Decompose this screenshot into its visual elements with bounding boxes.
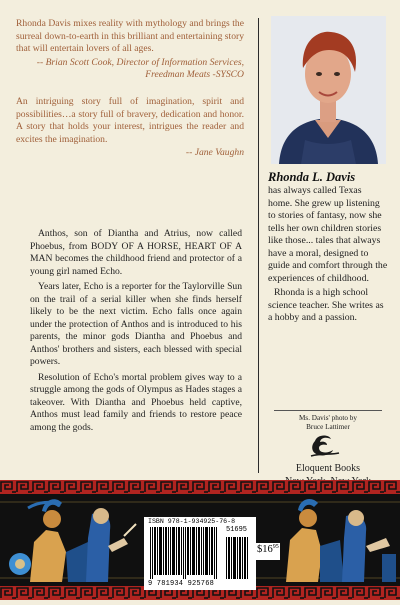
photo-credit-line: Ms. Davis' photo by xyxy=(299,414,357,422)
isbn-label: ISBN 978-1-934925-76-8 xyxy=(148,518,236,525)
publisher-name: Eloquent Books xyxy=(295,463,361,474)
author-bio xyxy=(268,185,388,327)
bio-paragraph: Rhonda is a high school science teacher. She writes as a hobby and a passion. xyxy=(268,287,384,323)
review-attribution: -- Jane Vaughn xyxy=(185,147,244,159)
review-text: An intriguing story full of imagination, spirit and possibilities…a story full of bravery, dedication and honor. A story that holds your interest, intrigues the reader and excites the imagination. xyxy=(16,95,244,145)
author-name: Rhonda L. Davis xyxy=(268,170,356,184)
book-blurb xyxy=(30,228,242,437)
blurb-paragraph: Resolution of Echo's mortal problem gives way to a struggle among the gods of Olympus as Hades stages a takeover. With Diantha and Phoebus held captive, Anthos must lead family and friends to restore peace among the gods. xyxy=(30,371,242,433)
publisher-logo-icon xyxy=(307,432,343,460)
review-attribution: -- Brian Scott Cook, Director of Information Services, Freedman Meats -SYSCO xyxy=(36,56,244,81)
bio-paragraph: has always called Texas home. She grew up listening to stories of fantasy, now she tells her own children stories like those... tales that always have a moral, designed to guide and comfort through the experiences of childhood. xyxy=(268,185,388,284)
barcode-addon: 51695 xyxy=(226,526,248,534)
column-divider xyxy=(258,18,259,473)
review-text: Rhonda Davis mixes reality with mythology and brings the surreal down-to-earth in this brilliant and entertaining story that will entertain lovers of all ages. xyxy=(16,18,244,55)
meander-border xyxy=(0,480,400,494)
reviews xyxy=(16,18,244,160)
blurb-paragraph: Anthos, son of Diantha and Atrius, now called Phoebus, from BODY OF A HORSE, HEART OF A MAN becomes the childhood friend and protector of a young girl named Echo. xyxy=(30,228,242,277)
photo-credit xyxy=(268,410,388,432)
author-photo xyxy=(271,16,386,164)
photo-credit-name: Bruce Lattimer xyxy=(306,423,350,431)
barcode xyxy=(144,517,256,590)
price-tag xyxy=(256,543,280,560)
price xyxy=(257,544,279,555)
author-portrait-illustration xyxy=(271,16,386,164)
credit-rule xyxy=(274,410,382,411)
review-quote xyxy=(16,18,244,82)
barcode-ean: 9 781934 925768 xyxy=(148,580,215,588)
blurb-paragraph: Years later, Echo is a reporter for the Taylorville Sun on the trail of a serial killer when she finds herself likely to be the next victim. Echo falls once again under the protection of Anthos and is introduced to his parents, the minor gods Diantha and Phoebus and Anthos' brothers and sisters, each blessed with special powers. xyxy=(30,281,242,367)
meander-border-top xyxy=(0,480,400,494)
price-cents: 95 xyxy=(272,544,279,550)
price-dollars: $16 xyxy=(257,544,273,555)
review-quote xyxy=(16,96,244,160)
